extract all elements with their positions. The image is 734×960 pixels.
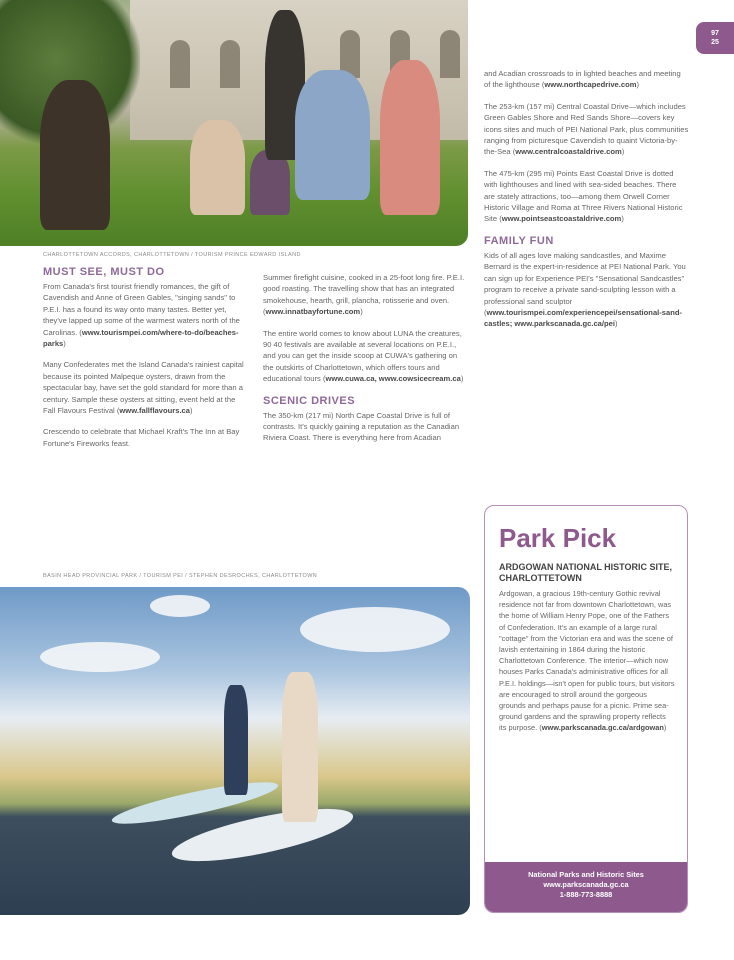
park-pick-body: Ardgowan, a gracious 19th-century Gothic revival residence not far from downtown Charlottetown, was the home of William Henry Pope, one of the Fathers of Confederation. It's an example of a large rural "cottage" from the Victorian era and was the scene of lavish entertaining in 1864 during the historic Charlottetown Conference. The interior—which now houses Parks Canada's administrative offices for all P.E.I. holdings—isn't open for public tours, but visitors are encouraged to stroll around the gorgeous grounds and perhaps pause for a picnic. Prime sea-ground gardens and the sprawling property reflects its purpose. (www.parkscanada.gc.ca/ardgowan) — [499, 589, 675, 733]
col2-link-1[interactable]: www.innatbayfortune.com — [265, 307, 361, 317]
park-pick-subtitle: ARDGOWAN NATIONAL HISTORIC SITE, CHARLOTTETOWN — [499, 562, 673, 583]
col1-link-1[interactable]: www.tourismpei.com/where-to-do/beaches-parks — [43, 327, 239, 349]
park-pick-link[interactable]: www.parkscanada.gc.ca/ardgowan — [541, 723, 664, 733]
col3-paragraph-4: Kids of all ages love making sandcastles, and Maxime Bernard is the expert-in-residence at PEI National Park. You can sign up for Experience PEI's "Sensational Sandcastles" program to receive a private sand-sculpting lesson with a professional sand sculptor — [484, 250, 686, 306]
footer-line-3: 1-888-773-8888 — [559, 890, 613, 899]
col3-paragraph-3: The 475-km (295 mi) Points East Coastal Drive is dotted with lighthouses and lined with sea-sided beaches. There are stately attractions, too—among them Orwell Corner Historic Village and Roma at Three Rivers National Historic Site — [484, 168, 683, 224]
col1-paragraph-3: Crescendo to celebrate that Michael Kraft's The Inn at Bay Fortune's Fireworks feast. — [43, 427, 240, 448]
col2-paragraph-3: The 350-km (217 mi) North Cape Coastal Drive is full of contrasts. It's quickly gaining a reputation as the Canadian Riviera Coast. There is everything here from Acadian — [263, 410, 460, 443]
park-pick-footer — [485, 862, 687, 912]
col2-paragraph-2: The entire world comes to know about LUNA the creatures, 90 40 festivals are available at several locations on P.E.I., and you can get the inside scoop at CUWA's gathering on the outskirts of Charlottetown, which offers tours and educational tours — [263, 328, 462, 384]
col2-paragraph-1: Summer firefight cuisine, cooked in a 25-foot long fire. P.E.I. good roasting. The travelling show that has an integrated smokehouse, hearth, grill, plancha, rotisserie and oven. — [263, 273, 465, 305]
col3-paragraph-2: The 253-km (157 mi) Central Coastal Drive—which includes Green Gables Shore and Red Sands Shore—covers key icons sites and much of PEI National Park, plus communities ranging from picturesque Cavendish to quaint Victoria-by-the-Sea — [484, 101, 689, 157]
col1-paragraph-1: From Canada's first tourist friendly romances, the gift of Cavendish and Anne of Green Gables, "singing sands" to P.E.I. has a found its way onto many tastes. Better yet, they've lapped up some of the warmest waters north of the Carolinas. — [43, 282, 240, 337]
col1-paragraph-2: Many Confederates met the Island Canada's rainiest capital because its pointed Malpeque oysters, drawn from the spectacular bay, have set the gold standard for more than a century. Sample these oysters at sitting, event held at the Fall Flavours Festival — [43, 360, 244, 416]
park-pick-title: Park Pick — [499, 523, 617, 553]
col3-paragraph-1: and Acadian crossroads to in lighted beaches and meeting of the lighthouse — [484, 69, 681, 90]
col3-link-1[interactable]: www.northcapedrive.com — [544, 80, 637, 90]
bottom-photo — [0, 587, 470, 915]
park-pick-text: Ardgowan, a gracious 19th-century Gothic revival residence not far from downtown Charlottetown, was the home of William Henry Pope, one of the Fathers of Confederation. It's an example of a large rural "cottage" from the Victorian era and was the scene of lavish entertaining in 1864 during the historic Charlottetown Conference. The interior—which now houses Parks Canada's administrative offices for all P.E.I. holdings—isn't open for public tours, but visitors are encouraged to stroll around the gorgeous grounds and perhaps pause for a picnic. Prime sea-ground gardens and the sprawling property reflects its purpose. — [499, 589, 675, 733]
top-photo — [0, 0, 468, 246]
col3-link-4[interactable]: www.tourismpei.com/experiencepei/sensational-sand-castles; www.parkscanada.gc.ca/pei — [484, 307, 683, 329]
footer-line-1: National Parks and Historic Sites — [528, 870, 644, 879]
column-1: MUST SEE, MUST DO From Canada's first tourist friendly romances, the gift of Cavendish and Anne of Green Gables, "singing sands" to P.E.I. has a found its way onto many tastes. Better yet, they've lapped up some of the warmest waters north of the Carolinas. (www.tourismpei.com/where-to-do/beaches-parks) Many Confederates met the Island Canada's rainiest capital because its pointed Malpeque oysters, drawn from the spectacular bay, have set the gold standard for more than a century. Sample these oysters at sitting, event held at the Fall Flavours Festival (www.fallflavours.ca) Crescendo to celebrate that Michael Kraft's The Inn at Bay Fortune's Fireworks feast. — [43, 266, 248, 459]
heading-must-see: MUST SEE, MUST DO — [43, 266, 165, 278]
page-number: 97 25 — [696, 22, 734, 54]
footer-line-2[interactable]: www.parkscanada.gc.ca — [543, 880, 629, 889]
column-2: Summer firefight cuisine, cooked in a 25-foot long fire. P.E.I. good roasting. The travelling show that has an integrated smokehouse, hearth, grill, plancha, rotisserie and oven. (www.innatbayfortune.com) The entire world comes to know about LUNA the creatures, 90 40 festivals are available at several locations on P.E.I., and you can get the inside scoop at CUWA's gathering on the outskirts of Charlottetown, which offers tours and educational tours (www.cuwa.ca, www.cowsicecream.ca) SCENIC DRIVES The 350-km (217 mi) North Cape Coastal Drive is full of contrasts. It's quickly gaining a reputation as the Canadian Riviera Coast. There is everything here from Acadian — [263, 272, 468, 454]
heading-scenic-drives: SCENIC DRIVES — [263, 394, 356, 407]
col1-link-2[interactable]: www.fallflavours.ca — [119, 406, 191, 416]
bottom-photo-caption: BASIN HEAD PROVINCIAL PARK / TOURISM PEI / STEPHEN DESROCHES, CHARLOTTETOWN — [43, 573, 318, 579]
column-3: and Acadian crossroads to in lighted beaches and meeting of the lighthouse (www.northcapedrive.com) The 253-km (157 mi) Central Coastal Drive—which includes Green Gables Shore and Red Sands Shore—covers key icons sites and much of PEI National Park, plus communities ranging from picturesque Cavendish to quaint Victoria-by-the-Sea (www.centralcoastaldrive.com) The 475-km (295 mi) Points East Coastal Drive is dotted with lighthouses and lined with sea-sided beaches. There are stately attractions, too—among them Orwell Corner Historic Village and Roma at Three Rivers National Historic Site (www.pointseastcoastaldrive.com) FAMILY FUN Kids of all ages love making sandcastles, and Maxime Bernard is the expert-in-residence at PEI National Park. You can sign up for Experience PEI's "Sensational Sandcastles" program to receive a private sand-sculpting lesson with a professional sand sculptor (www.tourismpei.com/experiencepei/sensational-sand-castles; www.parkscanada.gc.ca/pei) — [484, 69, 689, 329]
col2-link-2[interactable]: www.cuwa.ca, www.cowsicecream.ca — [325, 374, 461, 384]
heading-family-fun: FAMILY FUN — [484, 234, 554, 247]
top-photo-caption: CHARLOTTETOWN ACCORDS, CHARLOTTETOWN / TOURISM PRINCE EDWARD ISLAND — [43, 252, 301, 258]
park-pick-box — [484, 505, 688, 913]
col3-link-2[interactable]: www.centralcoastaldrive.com — [515, 147, 622, 157]
col3-link-3[interactable]: www.pointseastcoastaldrive.com — [501, 214, 622, 224]
